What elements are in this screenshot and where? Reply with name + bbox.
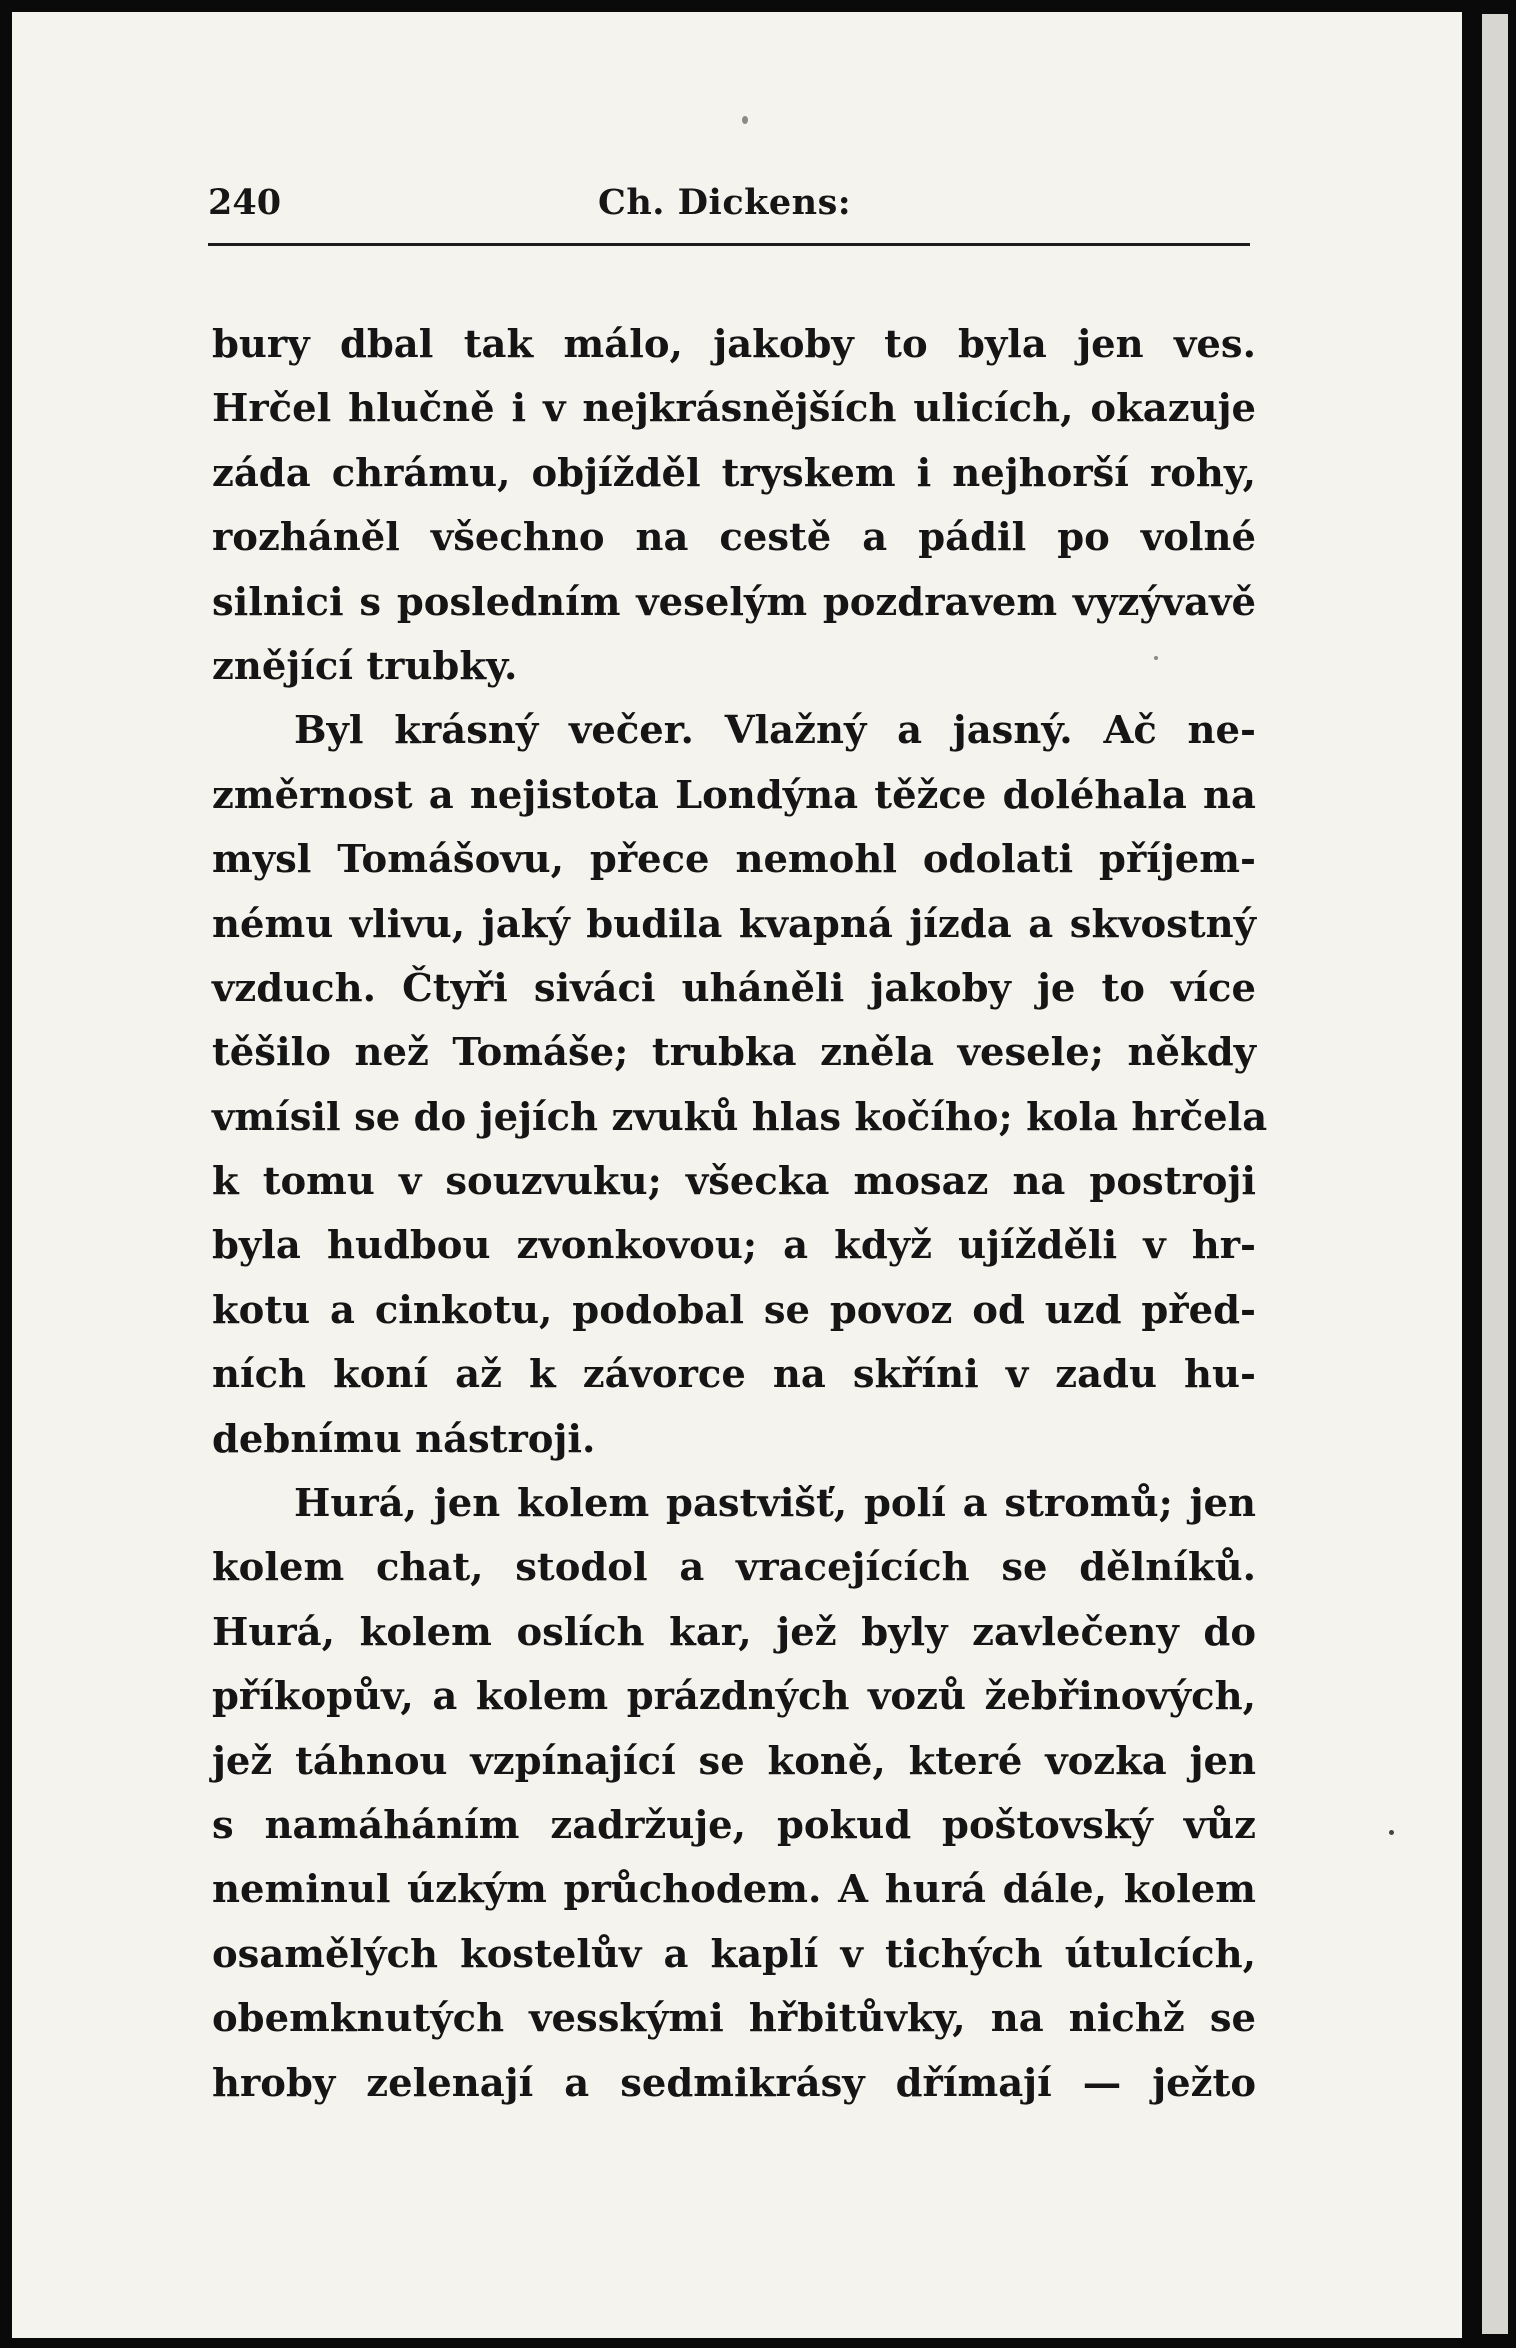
- page-header: [208, 182, 1250, 230]
- text-line: Hrčel hlučně i v nejkrásnějších ulicích, okazuje: [212, 386, 1256, 432]
- running-title: Ch. Dickens:: [598, 182, 852, 223]
- text-line: změrnost a nejistota Londýna těžce doléhala na: [212, 772, 1256, 818]
- text-line: ních koní až k závorce na skříni v zadu hu-: [212, 1352, 1256, 1398]
- text-line: bury dbal tak málo, jakoby to byla jen ves.: [212, 322, 1256, 367]
- text-line: debnímu nástroji.: [212, 1416, 596, 1462]
- body-text: [212, 313, 1268, 2116]
- text-line: byla hudbou zvonkovou; a když ujížděli v hr-: [212, 1223, 1256, 1269]
- text-line: jež táhnou vzpínající se koně, které vozka jen: [212, 1738, 1256, 1784]
- text-line: Hurá, kolem oslích kar, jež byly zavlečeny do: [212, 1609, 1256, 1655]
- scan-speck: [742, 116, 748, 124]
- text-line: vzduch. Čtyři siváci uháněli jakoby je to více: [212, 965, 1256, 1011]
- text-line: kotu a cinkotu, podobal se povoz od uzd před-: [212, 1287, 1256, 1333]
- text-line: Hurá, jen kolem pastvišť, polí a stromů; jen: [294, 1481, 1256, 1527]
- text-line: vmísil se do jejích zvuků hlas kočího; kola hrčela: [212, 1094, 1268, 1140]
- text-line: k tomu v souzvuku; všecka mosaz na postroji: [212, 1159, 1256, 1205]
- text-line: záda chrámu, objížděl tryskem i nejhorší rohy,: [212, 450, 1256, 496]
- text-line: s namáháním zadržuje, pokud poštovský vůz: [212, 1802, 1256, 1848]
- text-line: hroby zelenají a sedmikrásy dřímají — ježto: [212, 2060, 1256, 2106]
- text-line: nému vlivu, jaký budila kvapná jízda a skvostný: [212, 901, 1256, 947]
- page-number: 240: [208, 182, 282, 223]
- text-line: kolem chat, stodol a vracejících se dělníků.: [212, 1545, 1256, 1591]
- text-line: obemknutých vesskými hřbitůvky, na nichž se: [212, 1996, 1256, 2042]
- header-rule: [208, 243, 1250, 246]
- scan-speck: [1389, 1830, 1394, 1835]
- text-line: neminul úzkým průchodem. A hurá dále, kolem: [212, 1867, 1256, 1913]
- text-line: příkopův, a kolem prázdných vozů žebřinových,: [212, 1674, 1256, 1720]
- text-line: rozháněl všechno na cestě a pádil po volné: [212, 515, 1256, 561]
- text-line: mysl Tomášovu, přece nemohl odolati příjem-: [212, 837, 1256, 883]
- text-line: Byl krásný večer. Vlažný a jasný. Ač ne-: [294, 708, 1256, 754]
- text-line: osamělých kostelův a kaplí v tichých útulcích,: [212, 1931, 1256, 1977]
- adjacent-page-edge: [1482, 14, 1508, 2334]
- text-line: silnici s posledním veselým pozdravem vyzývavě: [212, 579, 1256, 625]
- text-line: těšilo než Tomáše; trubka zněla vesele; někdy: [212, 1030, 1256, 1076]
- text-line: znějící trubky.: [212, 643, 518, 689]
